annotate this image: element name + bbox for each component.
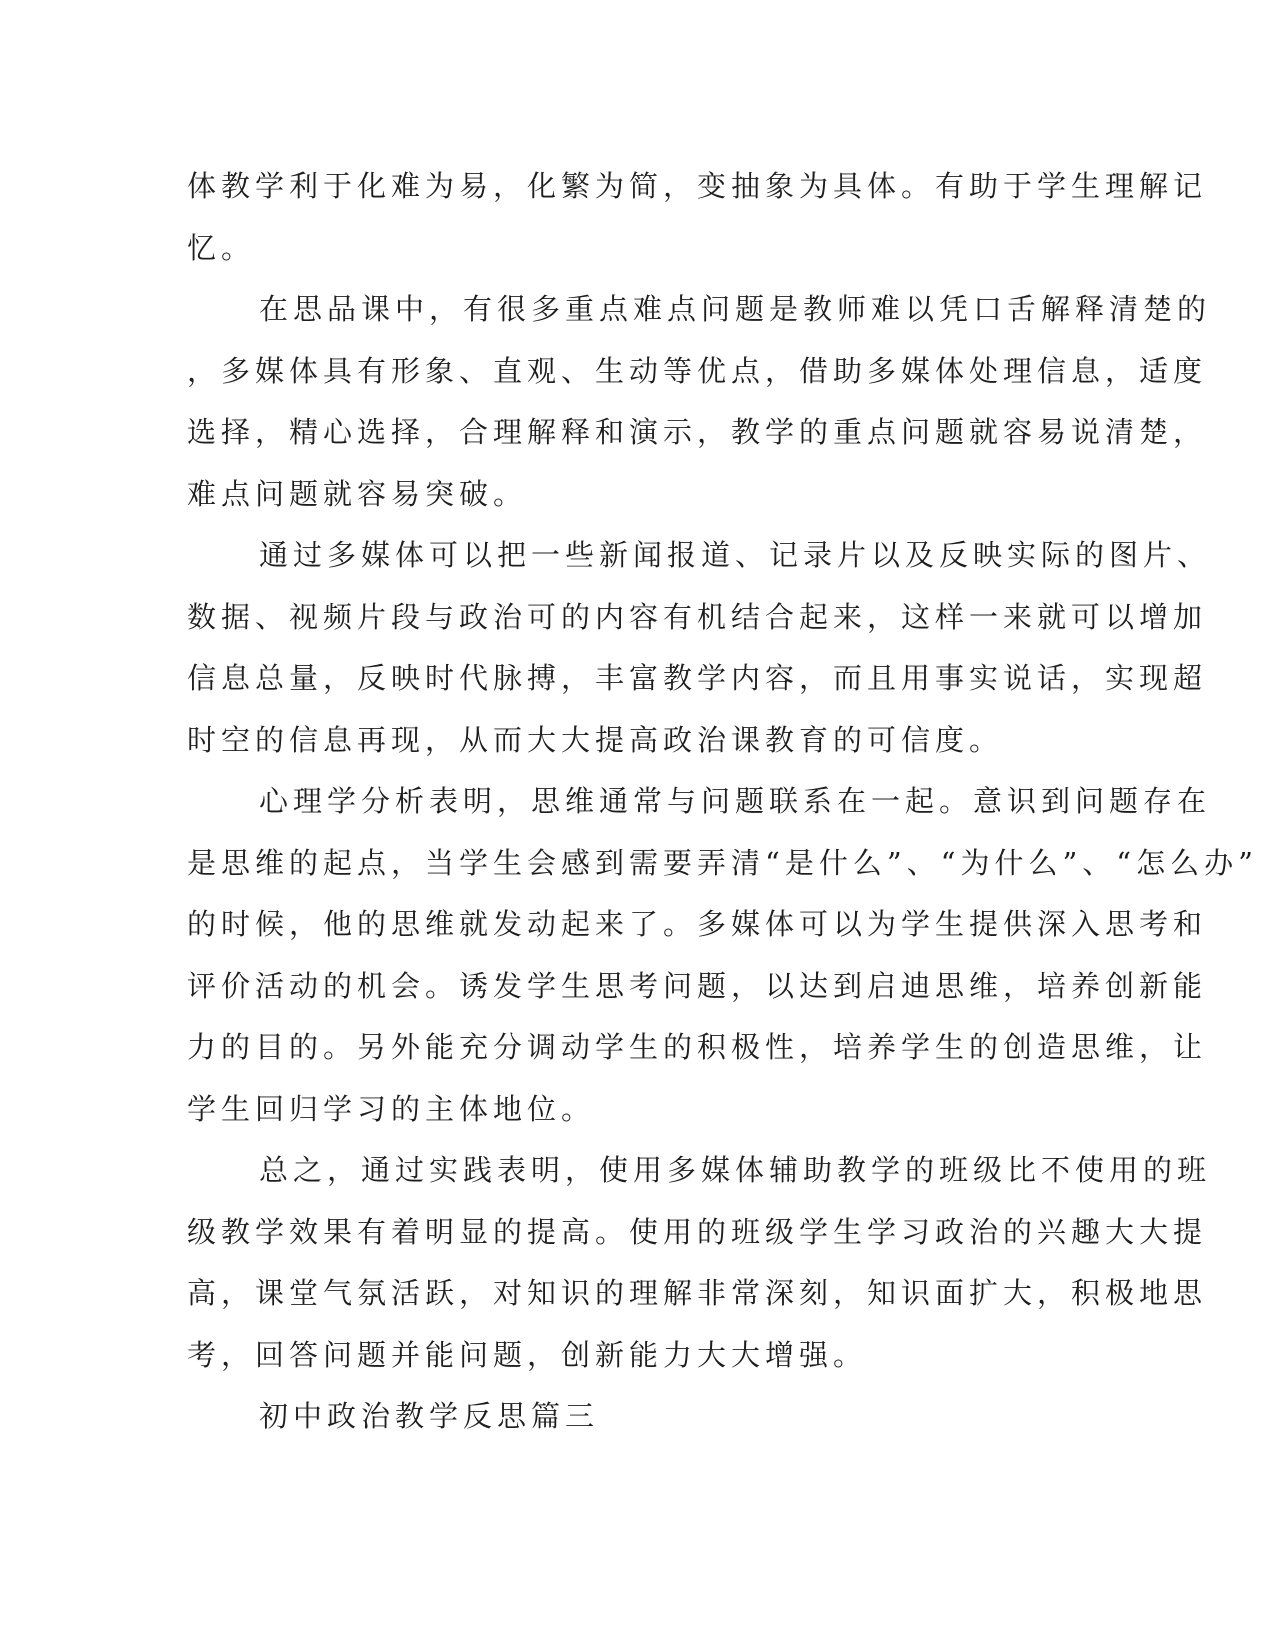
text-line: 评价活动的机会。诱发学生思考问题，以达到启迪思维，培养创新能 bbox=[187, 968, 1208, 1003]
text-line: 是思维的起点，当学生会感到需要弄清“是什么”、“为什么”、“怎么办” bbox=[187, 845, 1258, 880]
text-line: 数据、视频片段与政治可的内容有机结合起来，这样一来就可以增加 bbox=[187, 599, 1208, 634]
text-line: 总之，通过实践表明，使用多媒体辅助教学的班级比不使用的班 bbox=[259, 1153, 1212, 1187]
text-line: 级教学效果有着明显的提高。使用的班级学生学习政治的兴趣大大提 bbox=[187, 1214, 1208, 1249]
paragraph-3 bbox=[187, 525, 1212, 771]
text-line: 考，回答问题并能问题，创新能力大大增强。 bbox=[187, 1337, 868, 1372]
text-line: 忆。 bbox=[187, 230, 256, 265]
text-line: 体教学利于化难为易，化繁为简，变抽象为具体。有助于学生理解记 bbox=[187, 169, 1208, 203]
paragraph-5 bbox=[187, 1140, 1212, 1386]
text-line: 力的目的。另外能充分调动学生的积极性，培养学生的创造思维，让 bbox=[187, 1030, 1208, 1064]
text-line: 通过多媒体可以把一些新闻报道、记录片以及反映实际的图片、 bbox=[259, 538, 1212, 572]
paragraph-2 bbox=[187, 279, 1212, 525]
text-line: 学生回归学习的主体地位。 bbox=[187, 1091, 596, 1126]
text-line: 心理学分析表明，思维通常与问题联系在一起。意识到问题存在 bbox=[259, 784, 1212, 818]
text-line: 高，课堂气氛活跃，对知识的理解非常深刻，知识面扩大，积极地思 bbox=[187, 1276, 1208, 1310]
text-line: 难点问题就容易突破。 bbox=[187, 476, 528, 511]
document-body bbox=[187, 156, 1258, 1448]
text-line: 信息总量，反映时代脉搏，丰富教学内容，而且用事实说话，实现超 bbox=[187, 661, 1208, 695]
text-line: ，多媒体具有形象、直观、生动等优点，借助多媒体处理信息，适度 bbox=[187, 353, 1208, 388]
text-line: 在思品课中，有很多重点难点问题是教师难以凭口舌解释清楚的 bbox=[259, 292, 1212, 326]
paragraph-4 bbox=[187, 771, 1258, 1140]
text-line: 的时候，他的思维就发动起来了。多媒体可以为学生提供深入思考和 bbox=[187, 907, 1208, 941]
paragraph-1 bbox=[187, 156, 1208, 279]
section-heading: 初中政治教学反思篇三 bbox=[259, 1399, 600, 1433]
text-line: 时空的信息再现，从而大大提高政治课教育的可信度。 bbox=[187, 722, 1004, 757]
text-line: 选择，精心选择，合理解释和演示，教学的重点问题就容易说清楚， bbox=[187, 415, 1208, 449]
